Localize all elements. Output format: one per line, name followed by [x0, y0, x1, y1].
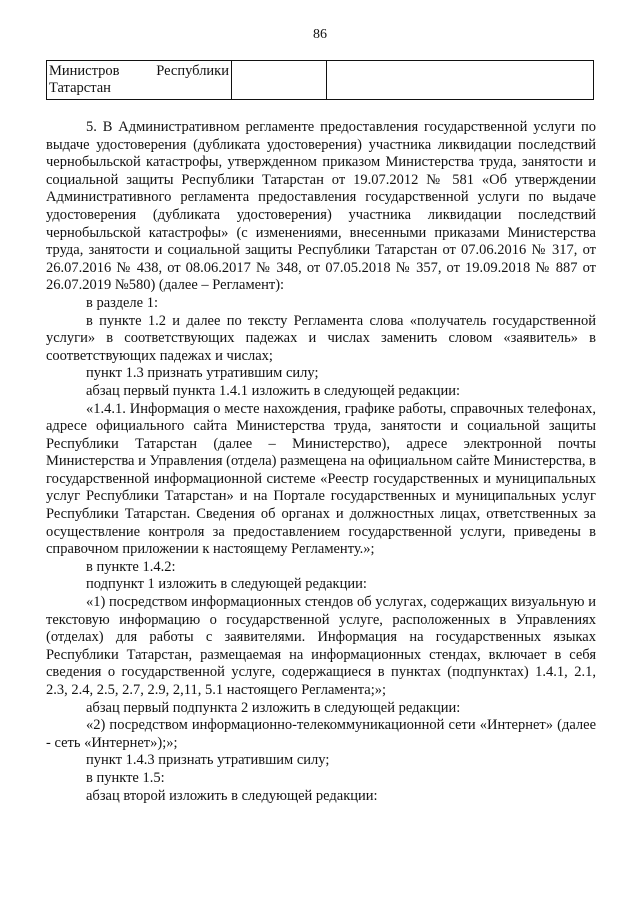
table-cell-line-1 — [49, 63, 229, 80]
paragraph-point-1-3: пункт 1.3 признать утратившим силу; — [86, 365, 319, 382]
paragraph-point-1-4-1-text: «1.4.1. Информация о месте нахождения, графике работы, справочных телефонах, адресе официального сайта Министерства труда, занятости и социальной защиты Республики Татарстан (далее – Министерство), адресе электронной почты Министерства и Управления (отдела) размещена на официальном сайте Министерства, в государственной информационной системе «Реестр государственных и муниципальных услуг Республики Татарстан» и на Портале государственных и муниципальных услуг Республики Татарстан. Сведения об органах и должностных лицах, ответственных за осуществление контроля за предоставлением государственной услуги, приведены в справочном приложении к настоящему Регламенту.»; — [46, 400, 596, 558]
table-cell-ministry — [47, 61, 232, 100]
page-number: 86 — [313, 27, 327, 42]
document-body — [46, 119, 596, 805]
paragraph-point-1-4-1-header: абзац первый пункта 1.4.1 изложить в следующей редакции: — [86, 382, 461, 399]
paragraph-point-1-5: в пункте 1.5: — [86, 769, 165, 786]
table-cell-word-ministers: Министров — [49, 63, 120, 79]
table-cell-line-2: Татарстан — [49, 80, 111, 96]
paragraph-second-abzac: абзац второй изложить в следующей редакции: — [86, 787, 378, 804]
table-cell-word-republic: Республики — [156, 63, 229, 79]
table-row — [47, 61, 594, 100]
paragraph-point-1-2: в пункте 1.2 и далее по тексту Регламента слова «получатель государственной услуги» в соответствующих падежах и числах заменить словом «заявитель» в соответствующих падежах и числах; — [46, 312, 596, 364]
table-fragment — [46, 60, 594, 100]
paragraph-item-5-intro: 5. В Административном регламенте предоставления государственной услуги по выдаче удостоверения (дубликата удостоверения) участника ликвидации последствий чернобыльской катастрофы, утвержденном приказом Министерства труда, занятости и социальной защиты Республики Татарстан от 19.07.2012 № 581 «Об утверждении Административного регламента предоставления государственной услуги по выдаче удостоверения (дубликата удостоверения) участника ликвидации последствий чернобыльской катастрофы» (с изменениями, внесенными приказами Министерства труда, занятости и социальной защиты Республики Татарстан от 07.06.2016 № 317, от 26.07.2016 № 438, от 08.06.2017 № 348, от 07.05.2018 № 357, от 19.09.2018 № 887 от 26.07.2019 №580) (далее – Регламент): — [46, 119, 596, 294]
paragraph-subpoint-2-header: абзац первый подпункта 2 изложить в следующей редакции: — [86, 699, 461, 716]
paragraph-subpoint-2-text: «2) посредством информационно-телекоммуникационной сети «Интернет» (далее - сеть «Интернет»);»; — [46, 717, 596, 751]
table-cell-empty-1 — [232, 61, 327, 100]
paragraph-section-1: в разделе 1: — [86, 294, 159, 311]
table-cell-empty-2 — [327, 61, 594, 100]
paragraph-point-1-4-3: пункт 1.4.3 признать утратившим силу; — [86, 752, 330, 769]
paragraph-subpoint-1-text: «1) посредством информационных стендов об услугах, содержащих визуальную и текстовую информацию о государственной услуге, расположенных в Управлениях (отделах) для работы с заявителями. Информация на государственных языках Республики Татарстан, размещаемая на информационных стендах, включает в себя сведения о государственной услуге, содержащиеся в пунктах (подпунктах) 1.4.1, 2.1, 2.3, 2.4, 2.5, 2.7, 2.9, 2,11, 5.1 настоящего Регламента;»; — [46, 594, 596, 698]
paragraph-point-1-4-2: в пункте 1.4.2: — [86, 558, 176, 575]
paragraph-subpoint-1-header: подпункт 1 изложить в следующей редакции: — [86, 576, 367, 593]
